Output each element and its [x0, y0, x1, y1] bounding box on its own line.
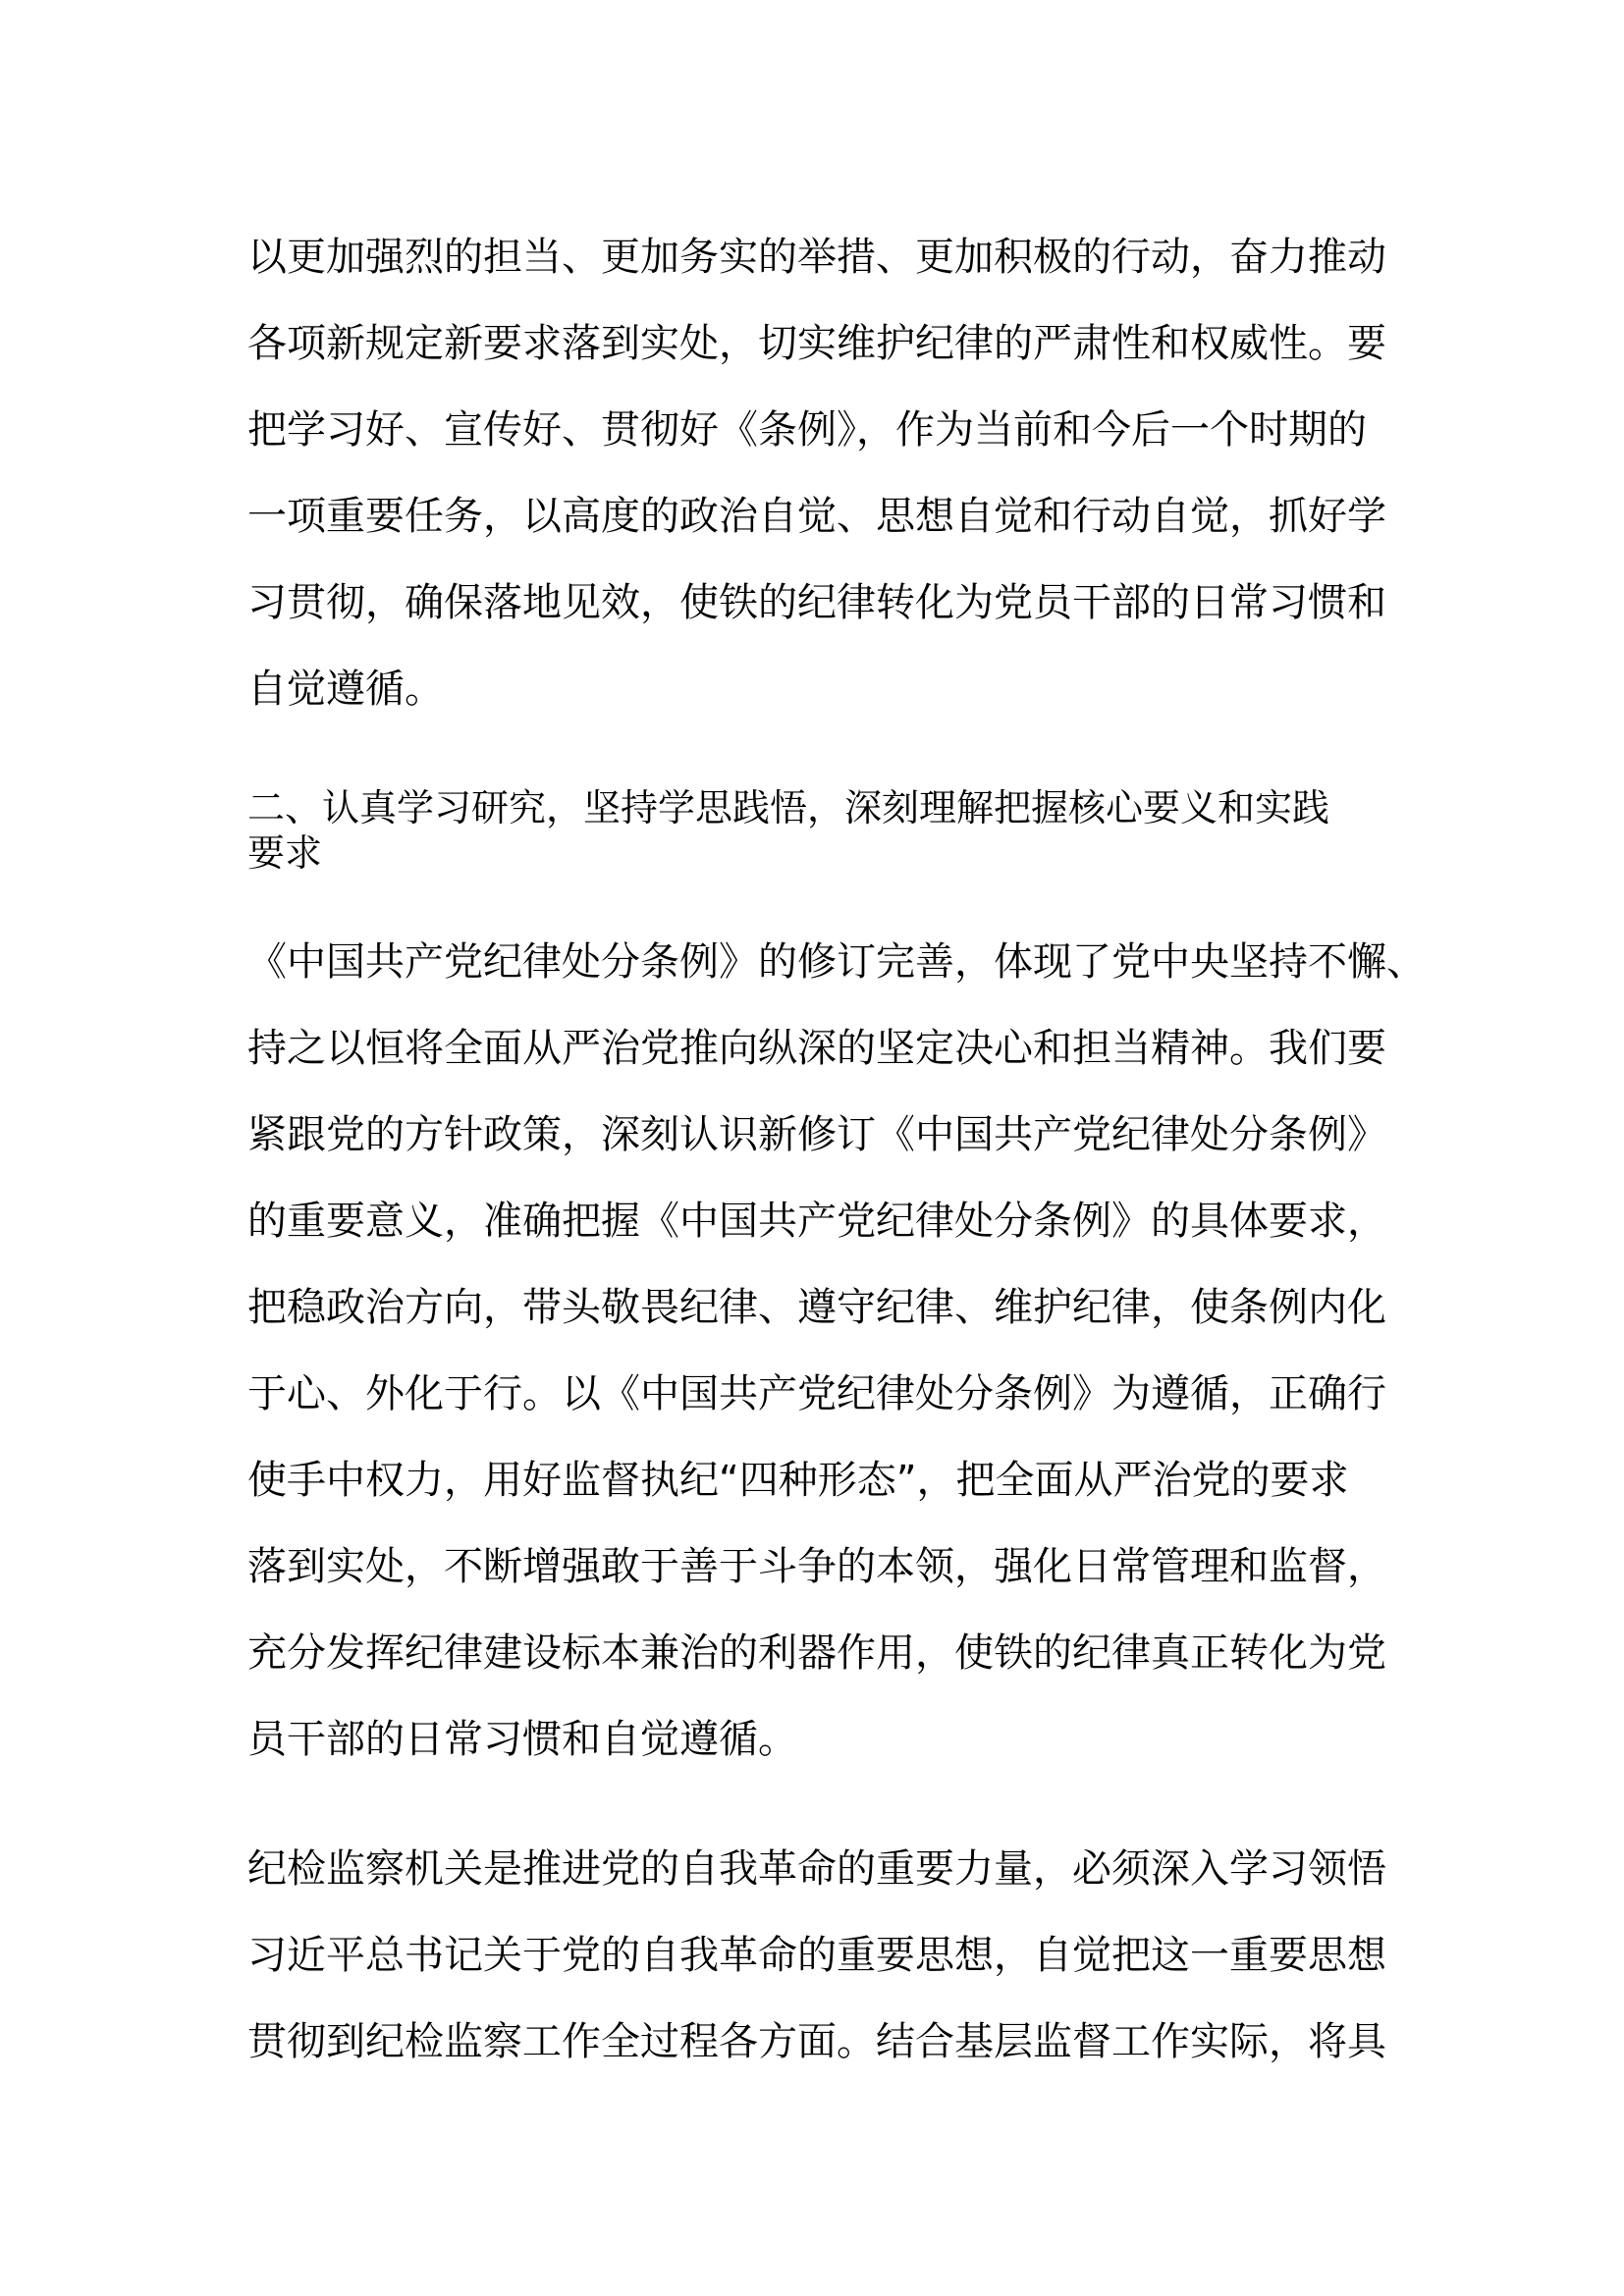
paragraph-1: [247, 214, 1406, 732]
paragraph-line: 贯彻到纪检监察工作全过程各方面。结合基层监督工作实际，将具: [247, 2019, 1386, 2064]
paragraph-line: 紧跟党的方针政策，深刻认识新修订《中国共产党纪律处分条例》: [247, 1112, 1386, 1157]
paragraph-line: 充分发挥纪律建设标本兼治的利器作用，使铁的纪律真正转化为党: [247, 1630, 1386, 1676]
heading-line: 要求: [247, 831, 323, 875]
paragraph-line: 的重要意义，准确把握《中国共产党纪律处分条例》的具体要求，: [247, 1199, 1386, 1244]
paragraph-line: 员干部的日常习惯和自觉遵循。: [247, 1717, 797, 1762]
paragraph-3: [247, 1826, 1406, 2085]
paragraph-line: 落到实处，不断增强敢于善于斗争的本领，强化日常管理和监督，: [247, 1544, 1386, 1589]
heading-line: 二、认真学习研究，坚持学思践悟，深刻理解把握核心要义和实践: [247, 786, 1330, 829]
paragraph-line: 一项重要任务，以高度的政治自觉、思想自觉和行动自觉，抓好学: [247, 494, 1386, 539]
paragraph-line: 把稳政治方向，带头敬畏纪律、遵守纪律、维护纪律，使条例内化: [247, 1285, 1386, 1330]
paragraph-line: 各项新规定新要求落到实处，切实维护纪律的严肃性和权威性。要: [247, 321, 1386, 366]
paragraph-2: [247, 919, 1426, 1783]
paragraph-line: 纪检监察机关是推进党的自我革命的重要力量，必须深入学习领悟: [247, 1846, 1386, 1892]
paragraph-line: 持之以恒将全面从严治党推向纵深的坚定决心和担当精神。我们要: [247, 1026, 1386, 1071]
paragraph-line: 以更加强烈的担当、更加务实的举措、更加积极的行动，奋力推动: [247, 235, 1386, 280]
paragraph-line: 把学习好、宣传好、贯彻好《条例》，作为当前和今后一个时期的: [247, 407, 1367, 453]
paragraph-line: 使手中权力，用好监督执纪“四种形态”，把全面从严治党的要求: [247, 1458, 1349, 1503]
paragraph-line: 自觉遵循。: [247, 667, 444, 712]
paragraph-line: 《中国共产党纪律处分条例》的修订完善，体现了党中央坚持不懈、: [247, 939, 1426, 985]
paragraph-line: 于心、外化于行。以《中国共产党纪律处分条例》为遵循，正确行: [247, 1371, 1386, 1416]
paragraph-line: 习贯彻，确保落地见效，使铁的纪律转化为党员干部的日常习惯和: [247, 580, 1386, 625]
paragraph-line: 习近平总书记关于党的自我革命的重要思想，自觉把这一重要思想: [247, 1933, 1386, 1978]
section-heading: [247, 785, 1406, 876]
